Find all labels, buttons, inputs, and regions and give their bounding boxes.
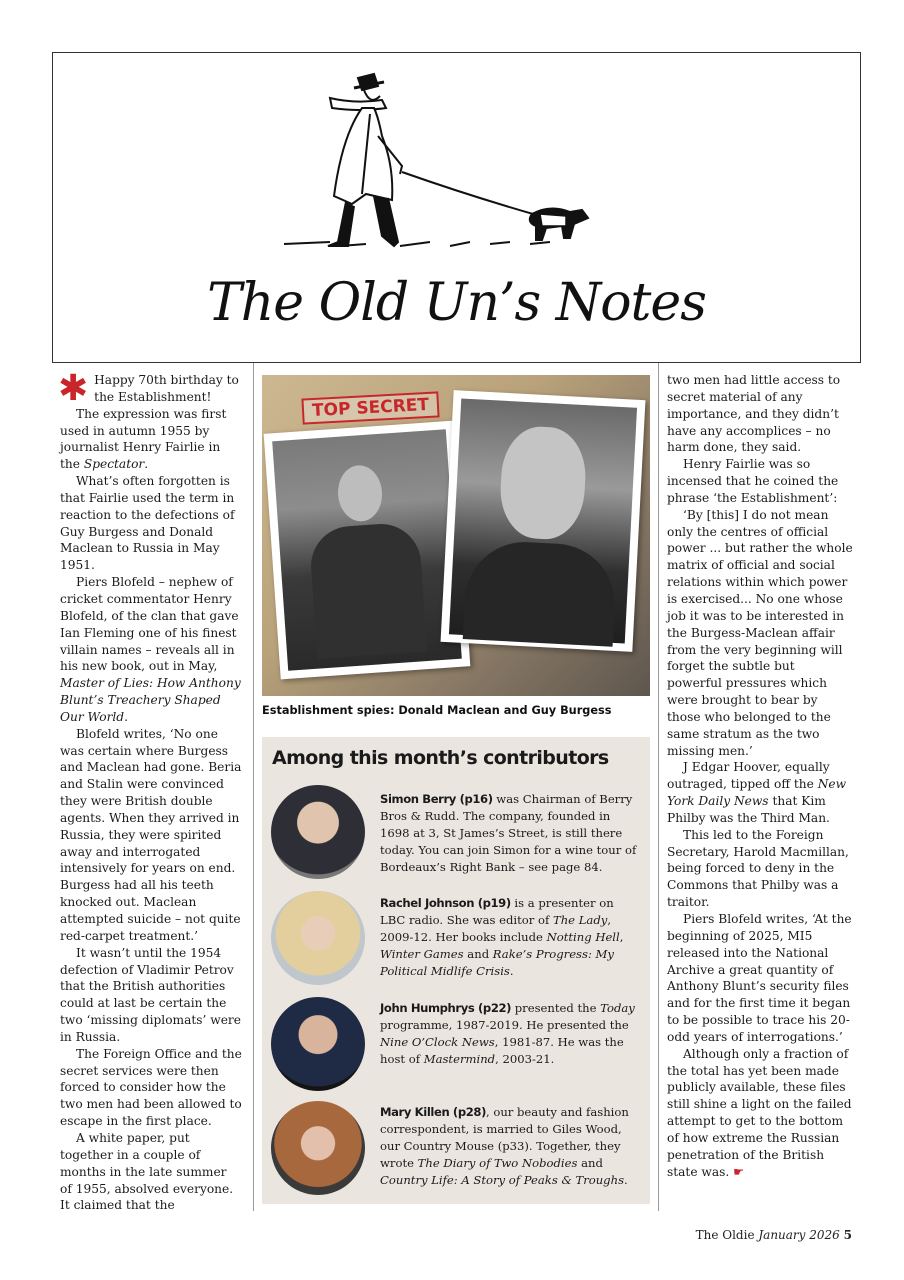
paragraph: two men had little access to secret material of any importance, and they didn’t have any accomplices – no harm done, they said. [667, 373, 841, 455]
contributor-entry: Simon Berry (p16) was Chairman of Berry Bros & Rudd. The company, founded in 1698 at 3, St James’s Street, is still there today. You can join Simon for a wine tour of Bordeaux’s Right Bank – see page 84. [380, 792, 637, 874]
paragraph: The expression was first used in autumn 1955 by journalist Henry Fairlie in the Spectator. [60, 406, 227, 472]
article-column-3 [667, 372, 853, 1181]
maclean-photo [264, 421, 471, 680]
avatar [271, 785, 365, 879]
column-divider-right [658, 363, 659, 1211]
paragraph: What’s often forgotten is that Fairlie used the term in reaction to the defections of Guy Burgess and Donald Maclean to Russia in May 1951. [60, 474, 235, 573]
paragraph: Although only a fraction of the total has yet been made publicly available, these files still shine a light on the failed attempt to get to the bottom of how extreme the Russian penetration of the British state was. ☛ [667, 1046, 852, 1179]
paragraph: Blofeld writes, ‘No one was certain where Burgess and Maclean had gone. Beria and Stalin were convinced they were British double agents. When they arrived in Russia, they were spirited away and interrogated intensively for years on end. Burgess had all his teeth knocked out. Maclean attempted suicide – not quite red-carpet treatment.’ [60, 726, 242, 943]
man-walking-dog-illustration [270, 66, 630, 262]
page-title: The Old Un’s Notes [207, 273, 706, 333]
contributors-heading: Among this month’s contributors [272, 747, 609, 769]
paragraph: ✱ Happy 70th birthday to the Establishment! [58, 368, 239, 409]
paragraph: Piers Blofeld writes, ‘At the beginning of 2025, MI5 released into the National Archive a great quantity of Anthony Blunt’s security files and for the first time it began to be possible to trace his 20-odd years of interrogations.’ [667, 912, 852, 1044]
paragraph: This led to the Foreign Secretary, Harold Macmillan, being forced to deny in the Commons that Philby was a traitor. [667, 827, 849, 910]
pointing-hand-icon: ☛ [733, 1164, 745, 1179]
top-secret-stamp: TOP SECRET [301, 391, 439, 424]
paragraph: A white paper, put together in a couple of months in the late summer of 1955, absolved everyone. It claimed that the [60, 1130, 234, 1213]
paragraph: The Foreign Office and the secret services were then forced to consider how the two men had been allowed to escape in the first place. [60, 1046, 242, 1129]
paragraph: Piers Blofeld – nephew of cricket commentator Henry Blofeld, of the clan that gave Ian Fleming one of his finest villain names – reveals all in his new book, out in May, Master of Lies: How Anthony Blunt’s Treachery Shaped Our World. [60, 575, 241, 724]
spies-photo [262, 375, 650, 696]
avatar [271, 997, 365, 1091]
asterisk-icon: ✱ [58, 368, 89, 409]
column-divider-left [253, 363, 254, 1211]
avatar [271, 891, 365, 985]
photo-caption: Establishment spies: Donald Maclean and Guy Burgess [262, 704, 612, 717]
paragraph: It wasn’t until the 1954 defection of Vladimir Petrov that the British authorities could at last be certain the two ‘missing diplomats’ were in Russia. [60, 945, 241, 1044]
burgess-photo [441, 390, 646, 652]
contributor-entry: John Humphrys (p22) presented the Today programme, 1987-2019. He presented the Nine O’Clock News, 1981-87. He was the host of Mastermind, 2003-21. [380, 1001, 635, 1066]
paragraph: ‘By [this] I do not mean only the centres of official power ... but rather the whole matrix of official and social relations within which power is exercised... No one whose job it was to be interested in the Burgess-Maclean affair from the very beginning will forget the subtle but powerful pressures which were brought to bear by those who belonged to the same stratum as the two missing men.’ [667, 507, 853, 758]
contributor-entry: Mary Killen (p28), our beauty and fashion correspondent, is married to Giles Wood, our Country Mouse (p33). Together, they wrote The Diary of Two Nobodies and Country Life: A Story of Peaks & Troughs. [380, 1105, 629, 1187]
page-footer: The Oldie January 2026 5 [695, 1228, 852, 1242]
paragraph: Henry Fairlie was so incensed that he coined the phrase ‘the Establishment’: [667, 457, 839, 505]
article-column-1 [58, 368, 242, 1214]
avatar [271, 1101, 365, 1195]
header-divider [52, 362, 861, 363]
contributor-entry: Rachel Johnson (p19) is a presenter on LBC radio. She was editor of The Lady, 2009-12. Her books include Notting Hell, Winter Games and Rake’s Progress: My Political Midlife Crisis. [380, 896, 624, 978]
contributors-box [262, 737, 650, 1204]
paragraph: J Edgar Hoover, equally outraged, tipped off the New York Daily News that Kim Philby was the Third Man. [667, 760, 847, 825]
